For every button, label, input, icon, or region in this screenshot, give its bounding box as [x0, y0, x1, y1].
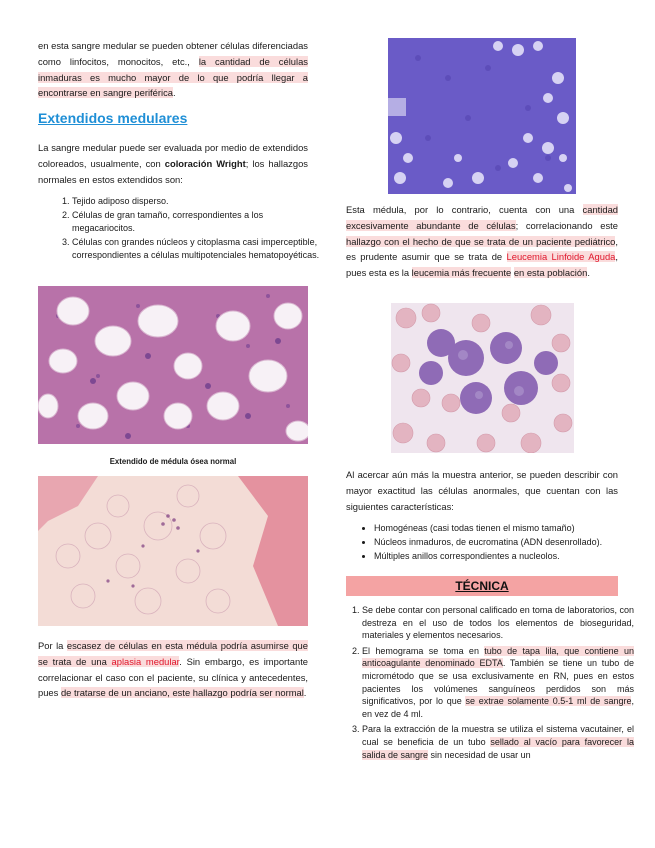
list-item: 3. Células con grandes núcleos y citoplasma casi imperceptible, correspondientes a células multipotenciales hematopoyéticas.	[72, 236, 322, 262]
step-item	[362, 604, 634, 642]
highlight-text: leucemia más frecuente	[411, 267, 512, 279]
step-text: , en vez de 4 ml.	[362, 696, 634, 719]
highlight-text: en esta población	[513, 267, 588, 279]
intro-paragraph	[38, 38, 308, 101]
para-text: , pues esta es la	[346, 251, 618, 279]
list-item: • Homogéneas (casi todas tienen el mismo tamaño)	[374, 522, 630, 535]
aplasia-paragraph	[38, 638, 308, 701]
highlight-text: cantidad excesivamente abundante de células	[346, 204, 618, 231]
aplastic-micrograph	[38, 476, 308, 626]
step-text: . También se tiene un tubo de micrométodo que se usa exclusivamente en RN, pues en estos pacientes los volúmenes sanguíneos perdidos son más significativos, por lo que	[362, 658, 634, 707]
figure-caption: Extendido de médula ósea normal	[109, 457, 237, 466]
list-item: 1. Tejido adiposo disperso.	[72, 195, 322, 208]
list-item: 2. Células de gran tamaño, correspondientes a los megacariocitos.	[72, 209, 322, 235]
step-text: El hemograma se toma en	[362, 645, 485, 656]
characteristics-list	[362, 522, 630, 564]
highlight-text: escasez de células en esta médula podría asumirse que se trata de una	[38, 640, 308, 667]
highlight-text: hallazgo con el hecho de que se trata de un paciente pediátrico	[346, 235, 616, 247]
step-text: sin necesidad de usar un	[428, 749, 531, 760]
highlight-text: sellado al vacío para favorecer la salida de sangre	[362, 736, 634, 760]
leukemia-marrow-image	[388, 38, 576, 194]
findings-list	[58, 195, 322, 263]
list-item: • Múltiples anillos correspondientes a nucleolos.	[374, 550, 630, 563]
technique-steps	[346, 604, 634, 762]
marrow-micrograph	[38, 286, 308, 444]
leukemia-paragraph	[346, 202, 618, 281]
blast-micrograph	[391, 303, 574, 453]
para-period: .	[303, 687, 307, 699]
tecnica-heading: TÉCNICA	[346, 576, 618, 596]
normal-marrow-image	[38, 286, 308, 444]
intro-period: .	[172, 87, 176, 99]
para-text: . Sin embargo, es importante correlacionar el caso con el paciente, su clínica y antecedentes, pues	[38, 655, 309, 699]
description-paragraph: Al acercar aún más la muestra anterior, se pueden describir con mayor exactitud las células anormales, que cuentan con las siguientes características:	[346, 469, 618, 512]
step-text: Se debe contar con personal calificado en toma de laboratorios, con destreza en el uso de todos los elementos de bioseguridad, materiales y elementos necesarios.	[362, 605, 634, 641]
blast-cells-image	[391, 303, 574, 453]
highlight-text: de tratarse de un anciano, este hallazgo podría ser normal	[60, 687, 304, 699]
highlight-text: se extrae solamente 0.5-1 ml de sangre	[465, 696, 632, 707]
intro-text: en esta sangre medular se pueden obtener células diferenciadas como linfocitos, monocitos, etc.,	[38, 40, 308, 67]
step-item	[362, 723, 634, 761]
aplastic-marrow-image	[38, 476, 308, 626]
step-text: Para la extracción de la muestra se utiliza el sistema vacutainer, el cual se beneficia de un tubo	[362, 724, 634, 747]
leukemia-micrograph	[388, 38, 576, 194]
wright-bold: coloración Wright	[164, 157, 246, 169]
para-period: .	[587, 267, 590, 279]
highlight-text: tubo de tapa lila, que contiene un anticoagulante denominado EDTA	[362, 645, 634, 669]
para-text: La sangre medular puede ser evaluada por medio de extendidos coloreados, usualmente, con	[38, 142, 308, 169]
lla-red: Leucemia Linfoide Aguda	[506, 251, 616, 263]
para-text: Por la	[38, 640, 67, 651]
intro-highlight: la cantidad de células inmaduras es mucho mayor de lo que podría llegar a encontrarse en sangre periférica	[38, 55, 308, 99]
para-text: , es prudente asumir que se trata de	[346, 235, 618, 263]
extendidos-paragraph	[38, 140, 308, 187]
para-text: ; correlacionando este	[515, 219, 618, 231]
step-item	[362, 645, 634, 721]
aplasia-red: aplasia medular	[111, 655, 180, 667]
para-text: Esta médula, por lo contrario, cuenta con una	[346, 204, 583, 215]
para-text: ; los hallazgos normales en estos extendidos son:	[38, 157, 308, 185]
section-heading[interactable]: Extendidos medulares	[38, 110, 188, 126]
list-item: • Núcleos inmaduros, de eucromatina (ADN desenrollado).	[374, 536, 630, 549]
